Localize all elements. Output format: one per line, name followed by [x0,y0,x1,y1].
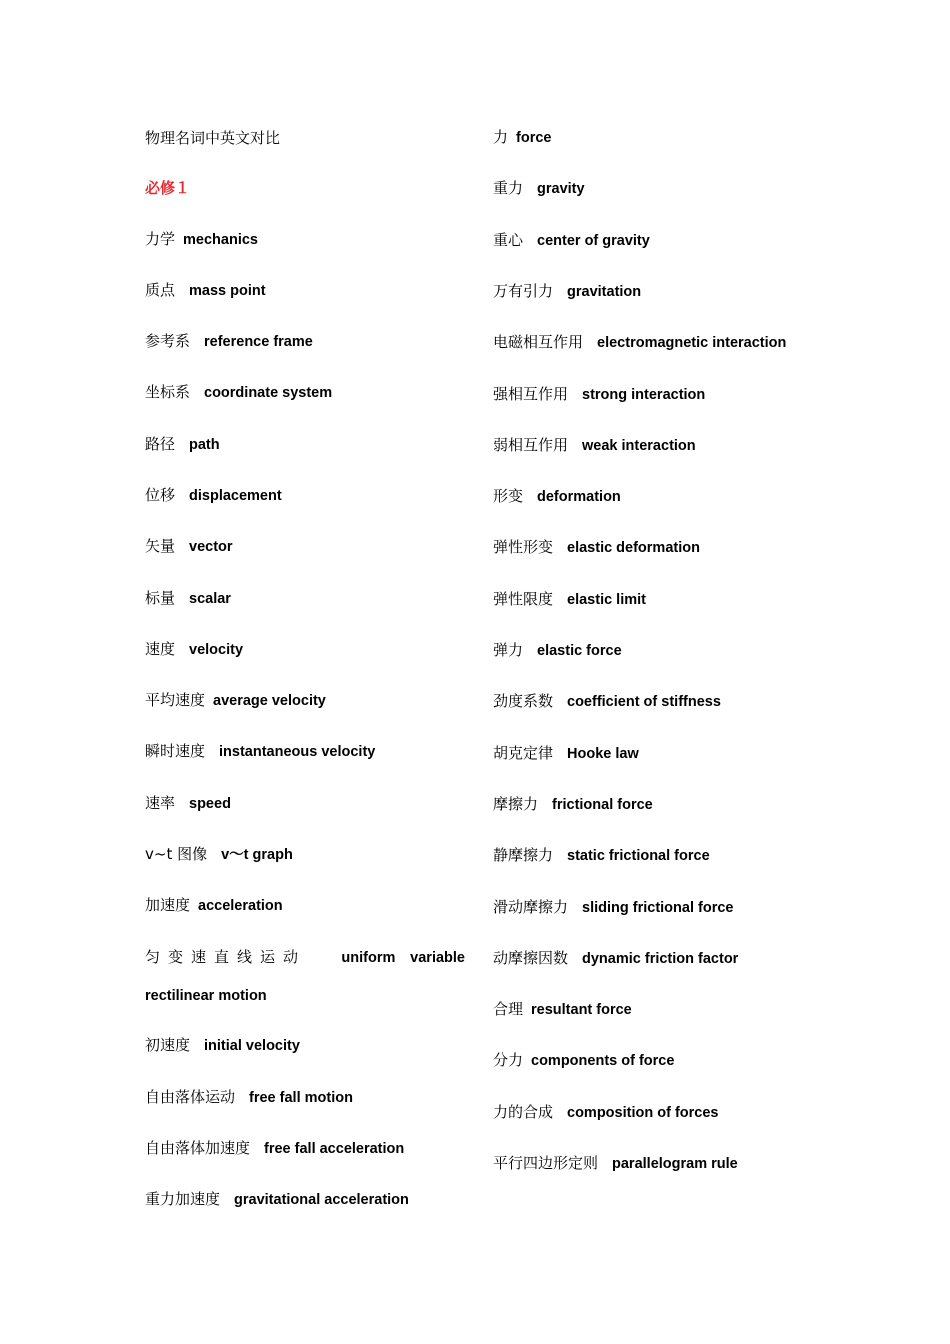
term-en: gravitational acceleration [234,1192,409,1208]
term-en: elastic deformation [567,540,700,556]
term-zh: 参考系 [145,332,191,350]
term-zh: 分力 [493,1051,524,1069]
term-en: mass point [189,283,266,299]
term-zh: 初速度 [145,1036,191,1054]
term-en: dynamic friction factor [582,951,739,967]
list-item [145,382,332,402]
list-item [493,948,738,968]
list-item [145,280,266,300]
list-item [493,332,786,352]
list-item [493,1153,738,1173]
term-zh: 速度 [145,640,176,658]
list-item [145,639,243,659]
term-zh: 合理 [493,1000,524,1018]
term-zh: 加速度 [145,896,191,914]
term-zh: 力学 [145,230,176,248]
term-en: free fall acceleration [264,1141,405,1157]
term-en: strong interaction [582,387,706,403]
term-en: elastic force [537,643,622,659]
list-item [493,281,641,301]
term-en: coordinate system [204,385,333,401]
term-zh: 平均速度 [145,691,206,709]
term-zh: 电磁相互作用 [493,333,584,351]
term-zh: 力 [493,128,509,146]
page-title: 物理名词中英文对比 [145,129,281,147]
term-zh: 重心 [493,231,524,249]
list-item [145,485,282,505]
term-zh: 弹力 [493,641,524,659]
term-zh: 平行四边形定则 [493,1154,599,1172]
list-item [493,743,639,763]
list-item [493,537,700,557]
term-zh: 胡克定律 [493,744,554,762]
term-zh: 滑动摩擦力 [493,898,569,916]
list-item [493,178,585,198]
term-zh: 万有引力 [493,282,554,300]
term-zh: v~t 图像 [145,845,208,863]
term-zh: 标量 [145,589,176,607]
term-en: velocity [189,642,244,658]
term-zh: 位移 [145,486,176,504]
term-en: free fall motion [249,1090,353,1106]
term-en-part: uniform [341,950,396,966]
list-item [493,486,621,506]
term-en: average velocity [213,693,326,709]
list-item [493,845,710,865]
list-item [145,844,293,864]
term-zh: 坐标系 [145,383,191,401]
term-zh: 重力加速度 [145,1190,221,1208]
term-zh: 自由落体运动 [145,1088,236,1106]
term-zh: 动摩擦因数 [493,949,569,967]
term-en: frictional force [552,797,653,813]
term-zh: 力的合成 [493,1103,554,1121]
term-en: reference frame [204,334,313,350]
term-en: deformation [537,489,621,505]
list-item [493,691,721,711]
term-en: composition of forces [567,1105,719,1121]
term-en: force [516,130,552,146]
term-en: v～t graph [221,847,293,863]
term-en: vector [189,539,233,555]
term-en: scalar [189,591,231,607]
term-en: gravity [537,181,585,197]
list-item [145,793,231,813]
term-en: Hooke law [567,746,639,762]
list-item [145,434,220,454]
term-zh: 速率 [145,794,176,812]
term-en: acceleration [198,898,283,914]
list-item [493,999,632,1019]
list-item [145,1035,300,1055]
term-zh: 自由落体加速度 [145,1139,251,1157]
list-item [493,1050,674,1070]
term-zh: 质点 [145,281,176,299]
term-en: instantaneous velocity [219,744,376,760]
term-en: weak interaction [582,438,696,454]
term-en: speed [189,796,231,812]
term-en-part: variable [410,950,465,966]
list-item [493,1102,718,1122]
term-en: displacement [189,488,282,504]
list-item [493,435,696,455]
term-zh: 瞬时速度 [145,742,206,760]
term-en: gravitation [567,284,642,300]
list-item [145,331,313,351]
term-en: mechanics [183,232,258,248]
list-item [493,127,551,147]
list-item [145,741,375,761]
term-zh: 路径 [145,435,176,453]
term-zh: 静摩擦力 [493,846,554,864]
term-en: resultant force [531,1002,632,1018]
term-zh: 劲度系数 [493,692,554,710]
term-zh: 摩擦力 [493,795,539,813]
term-zh: 形变 [493,487,524,505]
term-zh: 矢量 [145,537,176,555]
list-item [145,895,283,915]
term-en: coefficient of stiffness [567,694,721,710]
term-en: components of force [531,1053,675,1069]
term-zh: 弹性形变 [493,538,554,556]
list-item [145,536,233,556]
list-item [145,1138,404,1158]
list-item [145,1189,409,1209]
term-zh: 弹性限度 [493,590,554,608]
term-en: initial velocity [204,1038,300,1054]
term-en: electromagnetic interaction [597,335,787,351]
list-item [493,589,646,609]
term-en: elastic limit [567,592,646,608]
list-item [493,230,650,250]
term-zh: 重力 [493,179,524,197]
term-en: sliding frictional force [582,900,734,916]
term-en: center of gravity [537,233,650,249]
list-item [145,588,231,608]
list-item [493,897,733,917]
section-heading: 必修１ [145,179,191,197]
list-item [145,229,258,249]
list-item [493,794,653,814]
term-en: parallelogram rule [612,1156,738,1172]
term-zh: 弱相互作用 [493,436,569,454]
term-zh: 强相互作用 [493,385,569,403]
list-item [493,384,705,404]
term-en-part: rectilinear motion [145,988,267,1004]
term-en: path [189,437,220,453]
list-item [145,1087,353,1107]
list-item [493,640,622,660]
list-item-wrapped [145,947,465,1006]
term-zh: 匀变速直线运动 [145,948,307,966]
list-item [145,690,326,710]
term-en: static frictional force [567,848,710,864]
